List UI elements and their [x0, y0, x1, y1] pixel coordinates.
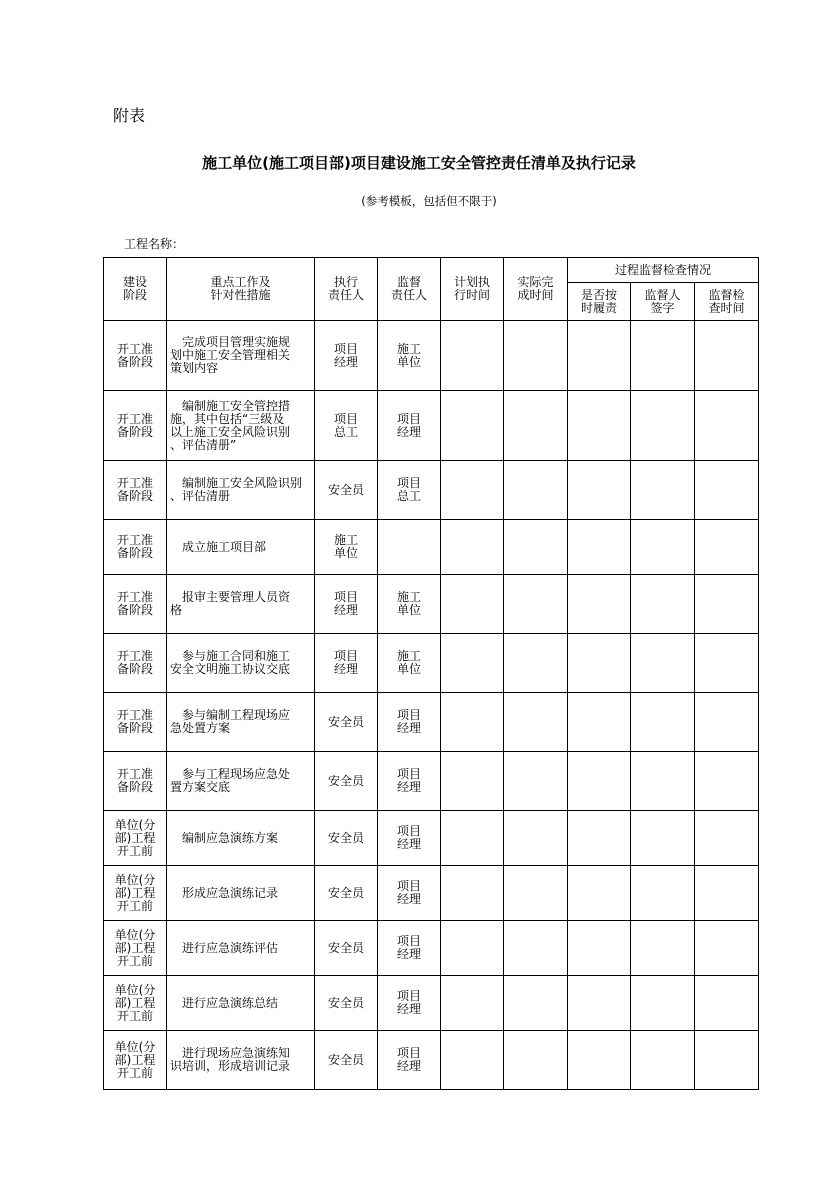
header-executor: 执行 责任人	[315, 258, 378, 321]
table-row	[104, 575, 759, 634]
performed-cell	[568, 634, 631, 693]
actual-time-cell	[504, 461, 568, 520]
performed-cell	[568, 976, 631, 1031]
work-cell: 参与工程现场应急处 置方案交底	[167, 752, 315, 811]
check-time-cell	[695, 321, 759, 391]
performed-cell	[568, 693, 631, 752]
project-name-label: 工程名称：	[124, 237, 185, 251]
performed-cell	[568, 321, 631, 391]
appendix-label: 附表	[113, 106, 146, 125]
executor-cell: 安全员	[315, 921, 378, 976]
performed-cell	[568, 461, 631, 520]
stage-cell: 开工准 备阶段	[104, 461, 167, 520]
executor-cell: 安全员	[315, 1031, 378, 1090]
executor-cell: 项目 经理	[315, 634, 378, 693]
work-cell: 编制施工安全风险识别 、评估清册	[167, 461, 315, 520]
check-time-cell	[695, 634, 759, 693]
header-planned-time: 计划执 行时间	[441, 258, 504, 321]
actual-time-cell	[504, 391, 568, 461]
actual-time-cell	[504, 811, 568, 866]
responsibility-table	[103, 257, 759, 1090]
table-row	[104, 976, 759, 1031]
actual-time-cell	[504, 693, 568, 752]
check-time-cell	[695, 575, 759, 634]
supervisor-cell: 项目 经理	[378, 391, 441, 461]
performed-cell	[568, 520, 631, 575]
header-supervisor: 监督 责任人	[378, 258, 441, 321]
header-check-time: 监督检 查时间	[695, 283, 759, 321]
planned-time-cell	[441, 321, 504, 391]
signature-cell	[631, 391, 695, 461]
actual-time-cell	[504, 921, 568, 976]
actual-time-cell	[504, 575, 568, 634]
table-row	[104, 391, 759, 461]
supervisor-cell: 项目 经理	[378, 693, 441, 752]
work-cell: 形成应急演练记录	[167, 866, 315, 921]
stage-cell: 单位(分 部)工程 开工前	[104, 866, 167, 921]
supervisor-cell: 项目 经理	[378, 1031, 441, 1090]
actual-time-cell	[504, 321, 568, 391]
executor-cell: 安全员	[315, 752, 378, 811]
work-cell: 完成项目管理实施规 划中施工安全管理相关 策划内容	[167, 321, 315, 391]
performed-cell	[568, 391, 631, 461]
header-stage: 建设 阶段	[104, 258, 167, 321]
table-row	[104, 752, 759, 811]
signature-cell	[631, 921, 695, 976]
planned-time-cell	[441, 693, 504, 752]
check-time-cell	[695, 921, 759, 976]
table-row	[104, 1031, 759, 1090]
supervisor-cell: 施工 单位	[378, 575, 441, 634]
executor-cell: 安全员	[315, 866, 378, 921]
planned-time-cell	[441, 1031, 504, 1090]
work-cell: 编制施工安全管控措 施，其中包括“三级及 以上施工安全风险识别 、评估清册”	[167, 391, 315, 461]
page-subtitle: (参考模板，包括但不限于)	[361, 194, 497, 208]
actual-time-cell	[504, 866, 568, 921]
table-row	[104, 921, 759, 976]
performed-cell	[568, 921, 631, 976]
stage-cell: 开工准 备阶段	[104, 752, 167, 811]
table-row	[104, 520, 759, 575]
header-work: 重点工作及 针对性措施	[167, 258, 315, 321]
planned-time-cell	[441, 811, 504, 866]
work-cell: 编制应急演练方案	[167, 811, 315, 866]
stage-cell: 开工准 备阶段	[104, 520, 167, 575]
stage-cell: 开工准 备阶段	[104, 391, 167, 461]
supervisor-cell: 项目 经理	[378, 976, 441, 1031]
header-inspection-group: 过程监督检查情况	[568, 258, 759, 283]
signature-cell	[631, 634, 695, 693]
stage-cell: 单位(分 部)工程 开工前	[104, 921, 167, 976]
actual-time-cell	[504, 634, 568, 693]
executor-cell: 项目 经理	[315, 321, 378, 391]
table-row	[104, 693, 759, 752]
table-row	[104, 866, 759, 921]
signature-cell	[631, 575, 695, 634]
signature-cell	[631, 321, 695, 391]
performed-cell	[568, 866, 631, 921]
planned-time-cell	[441, 976, 504, 1031]
planned-time-cell	[441, 391, 504, 461]
actual-time-cell	[504, 1031, 568, 1090]
planned-time-cell	[441, 575, 504, 634]
performed-cell	[568, 575, 631, 634]
supervisor-cell: 项目 经理	[378, 811, 441, 866]
planned-time-cell	[441, 461, 504, 520]
executor-cell: 安全员	[315, 976, 378, 1031]
supervisor-cell: 项目 经理	[378, 752, 441, 811]
signature-cell	[631, 976, 695, 1031]
check-time-cell	[695, 461, 759, 520]
check-time-cell	[695, 976, 759, 1031]
executor-cell: 项目 总工	[315, 391, 378, 461]
executor-cell: 项目 经理	[315, 575, 378, 634]
header-signature: 监督人 签字	[631, 283, 695, 321]
supervisor-cell: 施工 单位	[378, 321, 441, 391]
planned-time-cell	[441, 752, 504, 811]
supervisor-cell: 施工 单位	[378, 634, 441, 693]
stage-cell: 开工准 备阶段	[104, 575, 167, 634]
actual-time-cell	[504, 520, 568, 575]
check-time-cell	[695, 752, 759, 811]
stage-cell: 开工准 备阶段	[104, 321, 167, 391]
table-row	[104, 634, 759, 693]
check-time-cell	[695, 520, 759, 575]
signature-cell	[631, 866, 695, 921]
table-row	[104, 461, 759, 520]
planned-time-cell	[441, 921, 504, 976]
signature-cell	[631, 811, 695, 866]
stage-cell: 单位(分 部)工程 开工前	[104, 976, 167, 1031]
work-cell: 进行现场应急演练知 识培训，形成培训记录	[167, 1031, 315, 1090]
header-actual-time: 实际完 成时间	[504, 258, 568, 321]
signature-cell	[631, 461, 695, 520]
actual-time-cell	[504, 752, 568, 811]
supervisor-cell	[378, 520, 441, 575]
table-row	[104, 321, 759, 391]
signature-cell	[631, 1031, 695, 1090]
check-time-cell	[695, 1031, 759, 1090]
work-cell: 进行应急演练总结	[167, 976, 315, 1031]
supervisor-cell: 项目 经理	[378, 921, 441, 976]
page-title: 施工单位(施工项目部)项目建设施工安全管控责任清单及执行记录	[202, 154, 636, 172]
executor-cell: 安全员	[315, 461, 378, 520]
check-time-cell	[695, 391, 759, 461]
supervisor-cell: 项目 经理	[378, 866, 441, 921]
check-time-cell	[695, 693, 759, 752]
check-time-cell	[695, 866, 759, 921]
table-row	[104, 811, 759, 866]
header-row	[104, 258, 759, 283]
stage-cell: 单位(分 部)工程 开工前	[104, 811, 167, 866]
check-time-cell	[695, 811, 759, 866]
planned-time-cell	[441, 634, 504, 693]
performed-cell	[568, 752, 631, 811]
signature-cell	[631, 693, 695, 752]
work-cell: 成立施工项目部	[167, 520, 315, 575]
executor-cell: 施工 单位	[315, 520, 378, 575]
planned-time-cell	[441, 866, 504, 921]
executor-cell: 安全员	[315, 693, 378, 752]
actual-time-cell	[504, 976, 568, 1031]
performed-cell	[568, 1031, 631, 1090]
stage-cell: 开工准 备阶段	[104, 634, 167, 693]
executor-cell: 安全员	[315, 811, 378, 866]
work-cell: 参与编制工程现场应 急处置方案	[167, 693, 315, 752]
header-performed: 是否按 时履责	[568, 283, 631, 321]
work-cell: 参与施工合同和施工 安全文明施工协议交底	[167, 634, 315, 693]
signature-cell	[631, 752, 695, 811]
work-cell: 进行应急演练评估	[167, 921, 315, 976]
stage-cell: 单位(分 部)工程 开工前	[104, 1031, 167, 1090]
work-cell: 报审主要管理人员资 格	[167, 575, 315, 634]
supervisor-cell: 项目 总工	[378, 461, 441, 520]
stage-cell: 开工准 备阶段	[104, 693, 167, 752]
planned-time-cell	[441, 520, 504, 575]
performed-cell	[568, 811, 631, 866]
signature-cell	[631, 520, 695, 575]
